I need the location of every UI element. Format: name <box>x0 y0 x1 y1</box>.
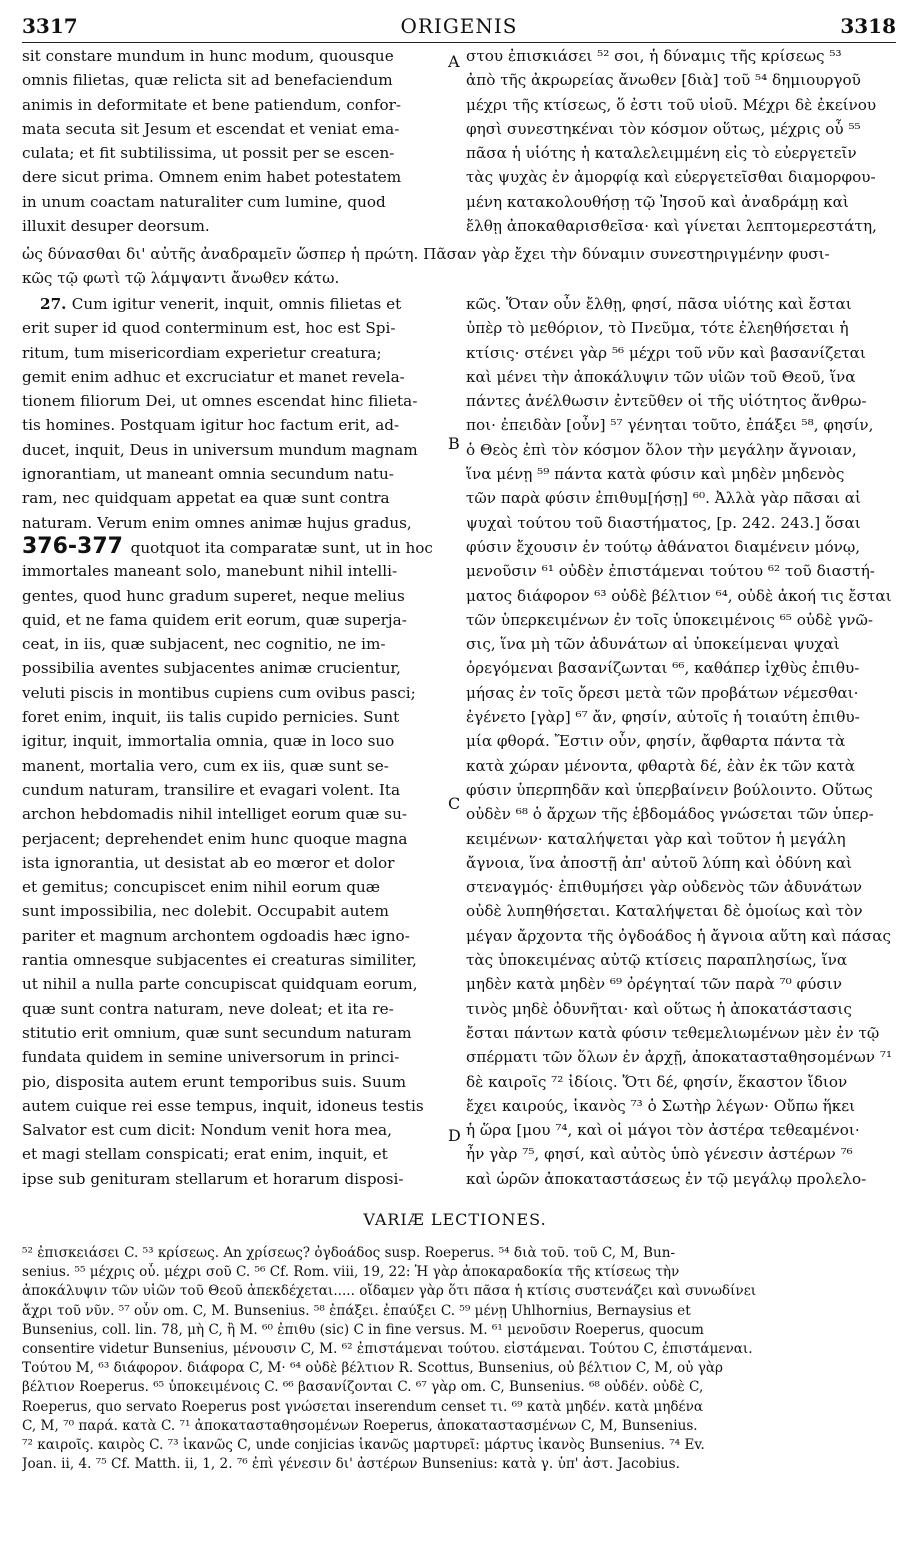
text-line: ὀρεγόμεναι βασανίζωνται ⁶⁶, καθάπερ ἰχθὺς ἐπιθυ- <box>466 659 860 678</box>
margin-letter-a: A <box>448 52 460 71</box>
variant-reading-line: ἄχρι τοῦ νῦν. ⁵⁷ οὖν om. C, M. Bunsenius. ⁵⁸ ἐπάξει. ἐπαύξει C. ⁵⁹ μένῃ Uhlhornius, Bernaysius et <box>22 1302 691 1319</box>
text-line: ceat, in iis, quæ subjacent, nec cognitio, ne im- <box>22 635 386 654</box>
margin-letter-d: D <box>448 1126 461 1145</box>
text-line: ἔλθῃ ἀποκαθαρισθεῖσα· καὶ γίνεται λεπτομερεστάτη, <box>466 217 877 236</box>
text-line: fundata quidem in semine universorum in princi- <box>22 1048 400 1067</box>
variant-reading-line: Roeperus, quo servato Roeperus post γνώσεται inserendum censet τι. ⁶⁹ κατὰ μηδέν. κατὰ μηδένα <box>22 1398 704 1415</box>
text-line: et gemitus; concupiscet enim nihil eorum quæ <box>22 878 381 897</box>
text-line: pio, disposita autem erunt temporibus suis. Suum <box>22 1072 407 1091</box>
margin-letter-c: C <box>448 794 461 813</box>
text-line: et magi stellam conspicati; erat enim, inquit, et <box>22 1145 388 1164</box>
variant-reading-line: ἀποκάλυψιν τῶν υἱῶν τοῦ Θεοῦ ἀπεκδέχεται..... οἴδαμεν γὰρ ὅτι πᾶσα ἡ κτίσις συστενάζει καὶ συνωδίνει <box>22 1283 757 1300</box>
text-line: gemit enim adhuc et excruciatur et manet revela- <box>22 367 405 386</box>
text-line: ista ignorantia, ut desistat ab eo mœror et dolor <box>22 853 395 872</box>
text-line: igitur, inquit, immortalia omnia, quæ in loco suo <box>22 732 395 751</box>
text-line: gentes, quod hunc gradum superet, neque melius <box>22 586 405 605</box>
text-line: ἦν γὰρ ⁷⁵, φησί, καὶ αὐτὸς ὑπὸ γένεσιν ἀστέρων ⁷⁶ <box>466 1145 853 1164</box>
text-line: κῶς. Ὅταν οὖν ἔλθῃ, φησί, πᾶσα υἱότης καὶ ἔσται <box>466 295 852 313</box>
text-line: οὐδὲ λυπηθήσεται. Καταλήψεται δὲ ὁμοίως καὶ τὸν <box>466 902 863 921</box>
variant-reading-line: Τούτου M, ⁶³ διάφορον. διάφορα C, M· ⁶⁴ οὐδὲ βέλτιον R. Scottus, Bunsenius, οὐ βέλτιον C, M, οὐ γὰρ <box>22 1360 724 1377</box>
text-line: καὶ μένει τὴν ἀποκάλυψιν τῶν υἱῶν τοῦ Θεοῦ, ἵνα <box>466 367 856 386</box>
text-line: quæ sunt contra naturam, neve doleat; et ita re- <box>22 999 394 1018</box>
page-header <box>22 10 896 40</box>
text-line: δὲ καιροῖς ⁷² ἰδίοις. Ὅτι δέ, φησίν, ἕκαστον ἴδιον <box>466 1072 848 1091</box>
text-line: ἐγένετο [γὰρ] ⁶⁷ ἄν, φησίν, αὐτοῖς ἡ τοιαύτη ἐπιθυ- <box>466 708 860 727</box>
text-line: μία φθορά. Ἔστιν οὖν, φησίν, ἄφθαρτα πάντα τὰ <box>466 732 846 751</box>
text-line: φύσιν ὑπερπηδᾶν καὶ ὑπερβαίνειν βούλοιντο. Οὕτως <box>466 780 873 799</box>
variant-reading-line: ⁷² καιροῖς. καιρὸς C. ⁷³ ἱκανῶς C, unde conjicias ἱκανῶς μαρτυρεῖ: μάρτυς ἱκανὸς Bunsenius. ⁷⁴ Ev. <box>22 1436 705 1453</box>
text-line: mata secuta sit Jesum et escendat et veniat ema- <box>22 119 400 138</box>
section-number-376-377: 376-377 <box>22 533 131 559</box>
text-line: μενοῦσιν ⁶¹ οὐδὲν ἐπιστάμεναι τούτου ⁶² τοῦ διαστή- <box>466 562 875 581</box>
text-line: ἔσται πάντων κατὰ φύσιν τεθεμελιωμένων μὲν ἐν τῷ <box>466 1023 880 1042</box>
text-line: μήσας ἐν τοῖς ὄρεσι μετὰ τῶν προβάτων νέμεσθαι· <box>466 683 859 702</box>
text-line: erit super id quod conterminum est, hoc est Spi- <box>22 319 396 338</box>
text-line: πᾶσα ἡ υἱότης ἡ καταλελειμμένη εἰς τὸ εὐεργετεῖν <box>466 144 857 163</box>
text-line: ἀπὸ τῆς ἀκρωρείας ἄνωθεν [διὰ] τοῦ ⁵⁴ δημιουργοῦ <box>466 71 861 90</box>
text-line: immortales maneant solo, manebunt nihil intelli- <box>22 562 398 581</box>
running-title: ORIGENIS <box>400 14 518 38</box>
text-line: ὑπὲρ τὸ μεθόριον, τὸ Πνεῦμα, τότε ἐλεηθήσεται ἡ <box>466 319 849 338</box>
text-line: στεναγμός· ἐπιθυμήσει γὰρ οὐδενὸς τῶν ἀδυνάτων <box>466 878 863 897</box>
text-line: perjacent; deprehendet enim hunc quoque magna <box>22 829 408 848</box>
full-width-line: ὡς δύνασθαι δι' αὐτῆς ἀναδραμεῖν ὥσπερ ἡ πρώτη. Πᾶσαν γὰρ ἔχει τὴν δύναμιν συνεστηριγμένην φυσι- <box>22 245 830 263</box>
text-line: quid, et ne fama quidem erit eorum, quæ superja- <box>22 610 407 629</box>
margin-letter-b: B <box>448 434 460 453</box>
text-line: τινὸς μηδὲ ὀδυνῆται· καὶ οὕτως ἡ ἀποκατάστασις <box>466 999 852 1018</box>
text-line: cundum naturam, transilire et evagari volent. Ita <box>22 780 401 799</box>
text-line: autem cuique rei esse tempus, inquit, idoneus testis <box>22 1096 424 1115</box>
text-line: ritum, tum misericordiam experietur creatura; <box>22 343 382 362</box>
text-line: ἡ ὥρα [μου ⁷⁴, καὶ οἱ μάγοι τὸν ἀστέρα τεθεαμένοι· <box>466 1121 860 1140</box>
header-rule <box>22 42 896 43</box>
text-line: ἔχει καιρούς, ἱκανὸς ⁷³ ὁ Σωτὴρ λέγων· Οὔπω ἥκει <box>466 1096 856 1115</box>
text-line: τῶν παρὰ φύσιν ἐπιθυμ[ήσῃ] ⁶⁰. Ἀλλὰ γὰρ πᾶσαι αἱ <box>466 489 862 508</box>
text-line: τῶν ὑπερκειμένων ἐν τοῖς ὑποκειμένοις ⁶⁵ οὐδὲ γνῶ- <box>466 610 874 629</box>
variae-lectiones-title: VARIÆ LECTIONES. <box>363 1210 547 1229</box>
text-line: in unum coactam naturaliter cum lumine, quod <box>22 192 386 211</box>
text-line: Salvator est cum dicit: Nondum venit hora mea, <box>22 1121 392 1140</box>
variant-reading-line: senius. ⁵⁵ μέχρις οὗ. μέχρι σοῦ C. ⁵⁶ Cf. Rom. viii, 19, 22: Ἡ γὰρ ἀποκαραδοκία τῆς κτίσεως τὴν <box>22 1264 680 1281</box>
text-line: dere sicut prima. Omnem enim habet potestatem <box>22 168 402 187</box>
text-line: tis homines. Postquam igitur hoc factum erit, ad- <box>22 416 400 435</box>
text-line: ἄγνοια, ἵνα ἀποστῇ ἀπ' αὐτοῦ λύπη καὶ ὀδύνη καὶ <box>466 853 852 872</box>
text-line: ματος διάφορον ⁶³ οὐδὲ βέλτιον ⁶⁴, οὐδὲ ἀκοή τις ἔσται <box>466 586 892 605</box>
variant-reading-line: consentire videtur Bunsenius, μένουσιν C, M. ⁶² ἐπιστάμεναι τούτου. εἰστάμεναι. Τούτου C, ἐπιστάμεναι. <box>22 1340 753 1357</box>
text-line: tionem filiorum Dei, ut omnes escendat hinc filieta- <box>22 392 418 411</box>
variae-lectiones <box>22 1244 898 1474</box>
greek-column-top <box>466 44 898 238</box>
text-line: μένη κατακολουθήσῃ τῷ Ἰησοῦ καὶ ἀναδράμῃ καὶ <box>466 192 849 211</box>
text-line: sit constare mundum in hunc modum, quousque <box>22 47 394 65</box>
text-line: ἵνα μένῃ ⁵⁹ πάντα κατὰ φύσιν καὶ μηδὲν μηδενὸς <box>466 465 845 484</box>
variant-reading-line: Joan. ii, 4. ⁷⁵ Cf. Matth. ii, 1, 2. ⁷⁶ ἐπὶ γένεσιν δι' ἀστέρων Bunsenius: κατὰ γ. ὑπ' ἀστ. Jacobius. <box>22 1456 680 1473</box>
column-number-left: 3317 <box>22 14 78 38</box>
text-line: animis in deformitate et bene patiendum, confor- <box>22 95 401 114</box>
variant-reading-line: Bunsenius, coll. lin. 78, μὴ C, ἢ M. ⁶⁰ ἐπιθυ (sic) C in fine versus. M. ⁶¹ μενοῦσιν Roeperus, quocum <box>22 1321 704 1338</box>
variant-reading-line: ⁵² ἐπισκειάσει C. ⁵³ κρίσεως. An χρίσεως? ὀγδοάδος susp. Roeperus. ⁵⁴ διὰ τοῦ. τοῦ C, M, Bun- <box>22 1245 676 1261</box>
section-number: 27. <box>40 295 72 313</box>
text-line: καὶ ὡρῶν ἀποκαταστάσεως ἐν τῷ μεγάλῳ προλελο- <box>466 1169 867 1188</box>
text-line: ut nihil a nulla parte concupiscat quidquam eorum, <box>22 975 418 994</box>
text-line: possibilia aventes subjacentes animæ crucientur, <box>22 659 401 678</box>
text-line: σις, ἵνα μὴ τῶν ἀδυνάτων αἱ ὑποκείμεναι ψυχαὶ <box>466 635 840 654</box>
text-line: veluti piscis in montibus cupiens cum ovibus pasci; <box>22 683 416 702</box>
text-line: πάντες ἀνέλθωσιν ἐντεῦθεν οἱ τῆς υἱότητος ἄνθρω- <box>466 392 867 411</box>
latin-column-top <box>22 44 440 238</box>
latin-column-main <box>22 292 440 1191</box>
text-line: ποι· ἐπειδὰν [οὖν] ⁵⁷ γένηται τοῦτο, ἐπάξει ⁵⁸, φησίν, <box>466 416 874 435</box>
text-line: ὁ Θεὸς ἐπὶ τὸν κόσμον ὅλον τὴν μεγάλην ἄγνοιαν, <box>466 440 857 459</box>
text-line: μέγαν ἄρχοντα τῆς ὀγδοάδος ἡ ἄγνοια αὕτη καὶ πάσας <box>466 926 891 945</box>
text-line: 27. Cum igitur venerit, inquit, omnis filietas et <box>22 292 440 316</box>
text-line: κειμένων· καταλήψεται γὰρ καὶ τοῦτον ἡ μεγάλη <box>466 829 846 848</box>
text-line: omnis filietas, quæ relicta sit ad benefaciendum <box>22 71 393 90</box>
text-line: naturam. Verum enim omnes animæ hujus gradus, <box>22 513 412 532</box>
text-line: φύσιν ἔχουσιν ἐν τούτῳ ἀθάνατοι διαμένειν μόνῳ, <box>466 537 861 556</box>
text-line: φησὶ συνεστηκέναι τὸν κόσμον οὕτως, μέχρις οὗ ⁵⁵ <box>466 119 861 138</box>
text-line: archon hebdomadis nihil intelliget eorum quæ su- <box>22 805 407 824</box>
column-number-right: 3318 <box>840 14 896 38</box>
text-line: ψυχαὶ τούτου τοῦ διαστήματος, [p. 242. 243.] ὅσαι <box>466 513 861 532</box>
text-line: μέχρι τῆς κτίσεως, ὅ ἐστι τοῦ υἱοῦ. Μέχρι δὲ ἐκείνου <box>466 95 877 114</box>
text-line: ducet, inquit, Deus in universum mundum magnam <box>22 440 418 459</box>
text-line: ipse sub genituram stellarum et horarum disposi- <box>22 1169 404 1188</box>
text-line: ignorantiam, ut maneant omnia secundum natu- <box>22 465 394 484</box>
text-line: τὰς ψυχὰς ἐν ἀμορφίᾳ καὶ εὐεργετεῖσθαι διαμορφου- <box>466 168 876 187</box>
variant-reading-line: βέλτιον Roeperus. ⁶⁵ ὑποκειμένοις C. ⁶⁶ βασανίζονται C. ⁶⁷ γὰρ om. C, Bunsenius. ⁶⁸ οὐδέν. οὐδὲ C, <box>22 1379 704 1396</box>
text-line: στου ἐπισκιάσει ⁵² σοι, ἡ δύναμις τῆς κρίσεως ⁵³ <box>466 47 842 65</box>
text-line: manent, mortalia vero, cum ex iis, quæ sunt se- <box>22 756 389 775</box>
text-line: κατὰ χώραν μένοντα, φθαρτὰ δέ, ἐὰν ἐκ τῶν κατὰ <box>466 756 856 775</box>
text-line: culata; et fit subtilissima, ut possit per se escen- <box>22 144 395 163</box>
text-line: σπέρματι τῶν ὅλων ἐν ἀρχῇ, ἀποκατασταθησομένων ⁷¹ <box>466 1048 893 1067</box>
text-line: stitutio erit omnium, quæ sunt secundum naturam <box>22 1023 412 1042</box>
text-line: rantia omnesque subjacentes ei creaturas similiter, <box>22 951 417 970</box>
variant-reading-line: C, M, ⁷⁰ παρά. κατὰ C. ⁷¹ ἀποκατασταθησομένων Roeperus, ἀποκαταστασμένων C, M, Bunsenius. <box>22 1417 698 1434</box>
greek-column-main <box>466 292 898 1191</box>
text-line: τὰς ὑποκειμένας αὐτῷ κτίσεις παραπλησίως, ἵνα <box>466 951 848 970</box>
text-line: sunt impossibilia, nec dolebit. Occupabit autem <box>22 902 389 921</box>
text-line: κτίσις· στένει γὰρ ⁵⁶ μέχρι τοῦ νῦν καὶ βασανίζεται <box>466 343 866 362</box>
text-line: foret enim, inquit, iis talis cupido pernicies. Sunt <box>22 708 400 727</box>
text-line: illuxit desuper deorsum. <box>22 217 210 236</box>
text-line: οὐδὲν ⁶⁸ ὁ ἄρχων τῆς ἑβδομάδος γνώσεται τῶν ὑπερ- <box>466 805 874 824</box>
text-line: 376-377 quotquot ita comparatæ sunt, ut in hoc <box>22 533 433 559</box>
text-line: pariter et magnum archontem ogdoadis hæc igno- <box>22 926 410 945</box>
text-line: ram, nec quidquam appetat ea quæ sunt contra <box>22 489 390 508</box>
full-width-line: κῶς τῷ φωτὶ τῷ λάμψαντι ἄνωθεν κάτω. <box>22 269 340 287</box>
text-line: μηδὲν κατὰ μηδὲν ⁶⁹ ὀρέγηταί τῶν παρὰ ⁷⁰ φύσιν <box>466 975 842 994</box>
